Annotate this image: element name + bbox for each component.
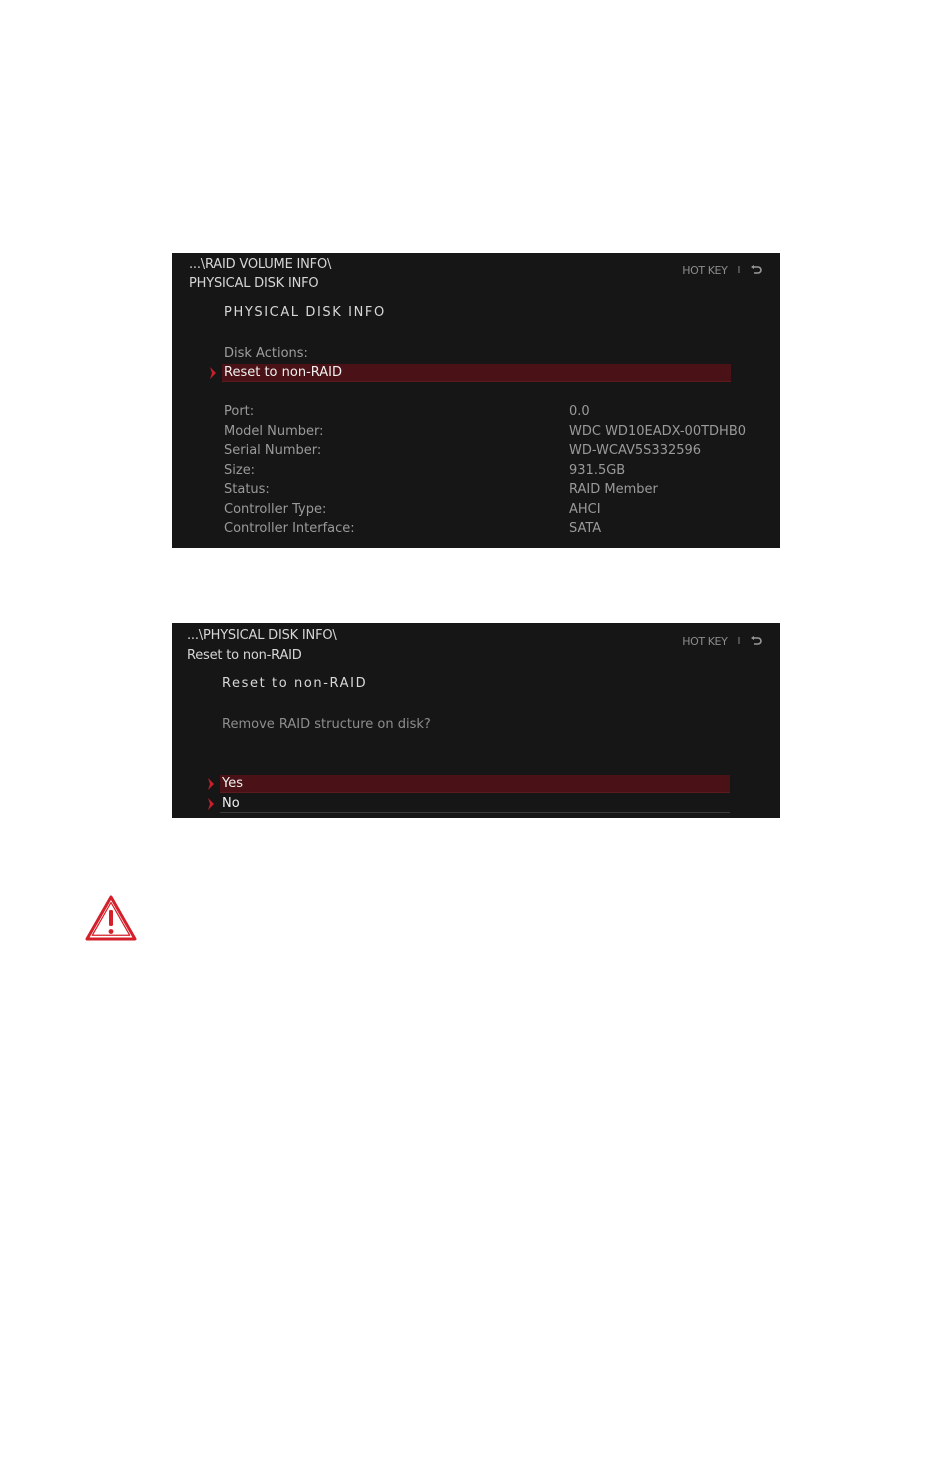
- info-value: WDC WD10EADX-00TDHB0: [569, 424, 747, 439]
- breadcrumb-current: PHYSICAL DISK INFO: [189, 276, 319, 291]
- info-label: Status:: [224, 482, 270, 497]
- option-yes[interactable]: [220, 775, 730, 793]
- reset-to-non-raid-label: Reset to non-RAID: [224, 365, 342, 380]
- option-yes-label: Yes: [222, 776, 243, 791]
- page-title: Reset to non-RAID: [222, 676, 368, 691]
- info-value: RAID Member: [569, 482, 658, 497]
- info-value: 0.0: [569, 404, 590, 419]
- breadcrumb-path: ...\RAID VOLUME INFO\: [189, 257, 332, 272]
- info-label: Port:: [224, 404, 255, 419]
- option-no[interactable]: [220, 795, 730, 813]
- info-label: Serial Number:: [224, 443, 322, 458]
- option-no-label: No: [222, 796, 240, 811]
- warning-triangle-icon: [84, 894, 138, 942]
- info-value: AHCI: [569, 502, 601, 517]
- confirm-question: Remove RAID structure on disk?: [222, 717, 431, 732]
- info-label: Controller Type:: [224, 502, 327, 517]
- back-arrow-icon[interactable]: [750, 636, 762, 647]
- disk-actions-label: Disk Actions:: [224, 346, 308, 361]
- hotkey-button[interactable]: HOT KEY: [682, 635, 728, 648]
- breadcrumb-current: Reset to non-RAID: [187, 648, 302, 663]
- back-arrow-icon[interactable]: [750, 265, 762, 276]
- info-value: SATA: [569, 521, 602, 536]
- hotkey-button[interactable]: HOT KEY: [682, 264, 728, 277]
- chevron-right-icon: [206, 778, 216, 790]
- hotkey-bar: [682, 264, 762, 277]
- hotkey-bar: [682, 635, 762, 648]
- breadcrumb-path: ...\PHYSICAL DISK INFO\: [187, 628, 337, 643]
- reset-to-non-raid-panel: [172, 623, 780, 818]
- chevron-right-icon: [208, 367, 218, 379]
- info-label: Model Number:: [224, 424, 324, 439]
- reset-to-non-raid-item[interactable]: [222, 364, 731, 382]
- chevron-right-icon: [206, 798, 216, 810]
- info-value: WD-WCAV5S332596: [569, 443, 702, 458]
- info-value: 931.5GB: [569, 463, 626, 478]
- page-title: PHYSICAL DISK INFO: [224, 305, 386, 320]
- info-label: Controller Interface:: [224, 521, 355, 536]
- hotkey-separator: I: [737, 636, 740, 647]
- hotkey-separator: I: [737, 265, 740, 276]
- physical-disk-info-panel: [172, 253, 780, 548]
- info-label: Size:: [224, 463, 256, 478]
